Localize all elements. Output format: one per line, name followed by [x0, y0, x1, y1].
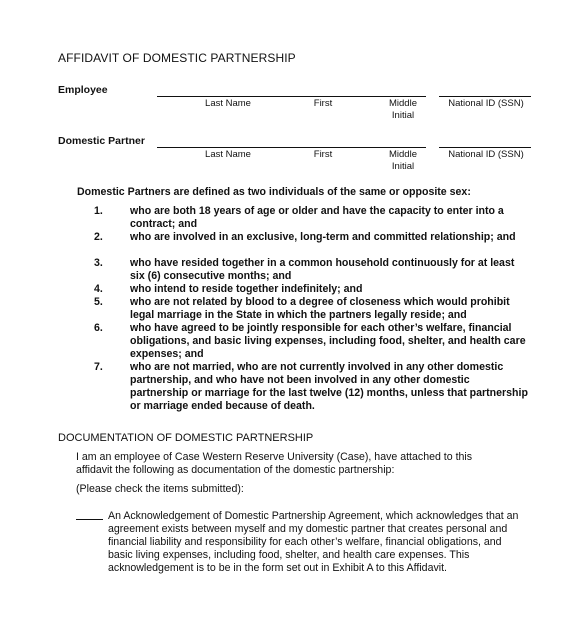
list-item-number: 7. [94, 361, 103, 373]
employee-last-name-label: Last Name [205, 98, 251, 109]
checklist-item-text: An Acknowledgement of Domestic Partnership Agreement, which acknowledges that an agreement exists between myself and my domestic partner that creates personal and financial liability and responsibility for each other’s welfare, financial obligations, and basic living expenses, including food, shelter, and health care expenses. This acknowledgement is to be in the form set out in Exhibit A to this Affidavit. [108, 510, 519, 574]
employee-name-line[interactable] [157, 96, 426, 97]
list-item-text: who intend to reside together indefinitely; and [130, 283, 363, 295]
documentation-heading: DOCUMENTATION OF DOMESTIC PARTNERSHIP [58, 432, 314, 444]
definition-heading: Domestic Partners are defined as two individuals of the same or opposite sex: [77, 186, 471, 198]
partner-first-label: First [313, 149, 333, 160]
list-item-number: 4. [94, 283, 103, 295]
list-item-number: 1. [94, 205, 103, 217]
employee-ssn-line[interactable] [439, 96, 531, 97]
list-item-text: who are not married, who are not currently involved in any other domestic partnership, and who have not been involved in any other domestic partnership or marriage for the last twelve (12) months, unless that partnership or marriage ended because of death. [130, 361, 528, 412]
list-item-number: 3. [94, 257, 103, 269]
partner-middle-initial-label: Middle Initial [389, 149, 417, 172]
employee-ssn-label: National ID (SSN) [448, 98, 524, 109]
partner-last-name-label: Last Name [205, 149, 251, 160]
list-item-text: who have resided together in a common household continuously for at least six (6) consecutive months; and [130, 257, 515, 282]
employee-label: Employee [58, 84, 108, 96]
instruction-text: (Please check the items submitted): [76, 483, 244, 495]
list-item-text: who are not related by blood to a degree of closeness which would prohibit legal marriage in the State in which the partners legally reside; and [130, 296, 510, 321]
intro-paragraph: I am an employee of Case Western Reserve University (Case), have attached to this affidavit the following as documentation of the domestic partnership: [76, 451, 473, 476]
list-item-text: who are both 18 years of age or older and have the capacity to enter into a contract; and [130, 205, 504, 230]
checklist-checkbox-line[interactable] [76, 519, 103, 520]
partner-label: Domestic Partner [58, 135, 145, 147]
document-title: AFFIDAVIT OF DOMESTIC PARTNERSHIP [58, 51, 296, 65]
partner-name-line[interactable] [157, 147, 426, 148]
partner-ssn-label: National ID (SSN) [448, 149, 524, 160]
list-item-number: 6. [94, 322, 103, 334]
list-item-number: 2. [94, 231, 103, 243]
list-item-number: 5. [94, 296, 103, 308]
employee-first-label: First [313, 98, 333, 109]
list-item-text: who are involved in an exclusive, long-term and committed relationship; and [130, 231, 516, 243]
partner-ssn-line[interactable] [439, 147, 531, 148]
list-item-text: who have agreed to be jointly responsible for each other’s welfare, financial obligations, and basic living expenses, including food, shelter, and health care expenses; and [130, 322, 526, 360]
employee-middle-initial-label: Middle Initial [389, 98, 417, 121]
